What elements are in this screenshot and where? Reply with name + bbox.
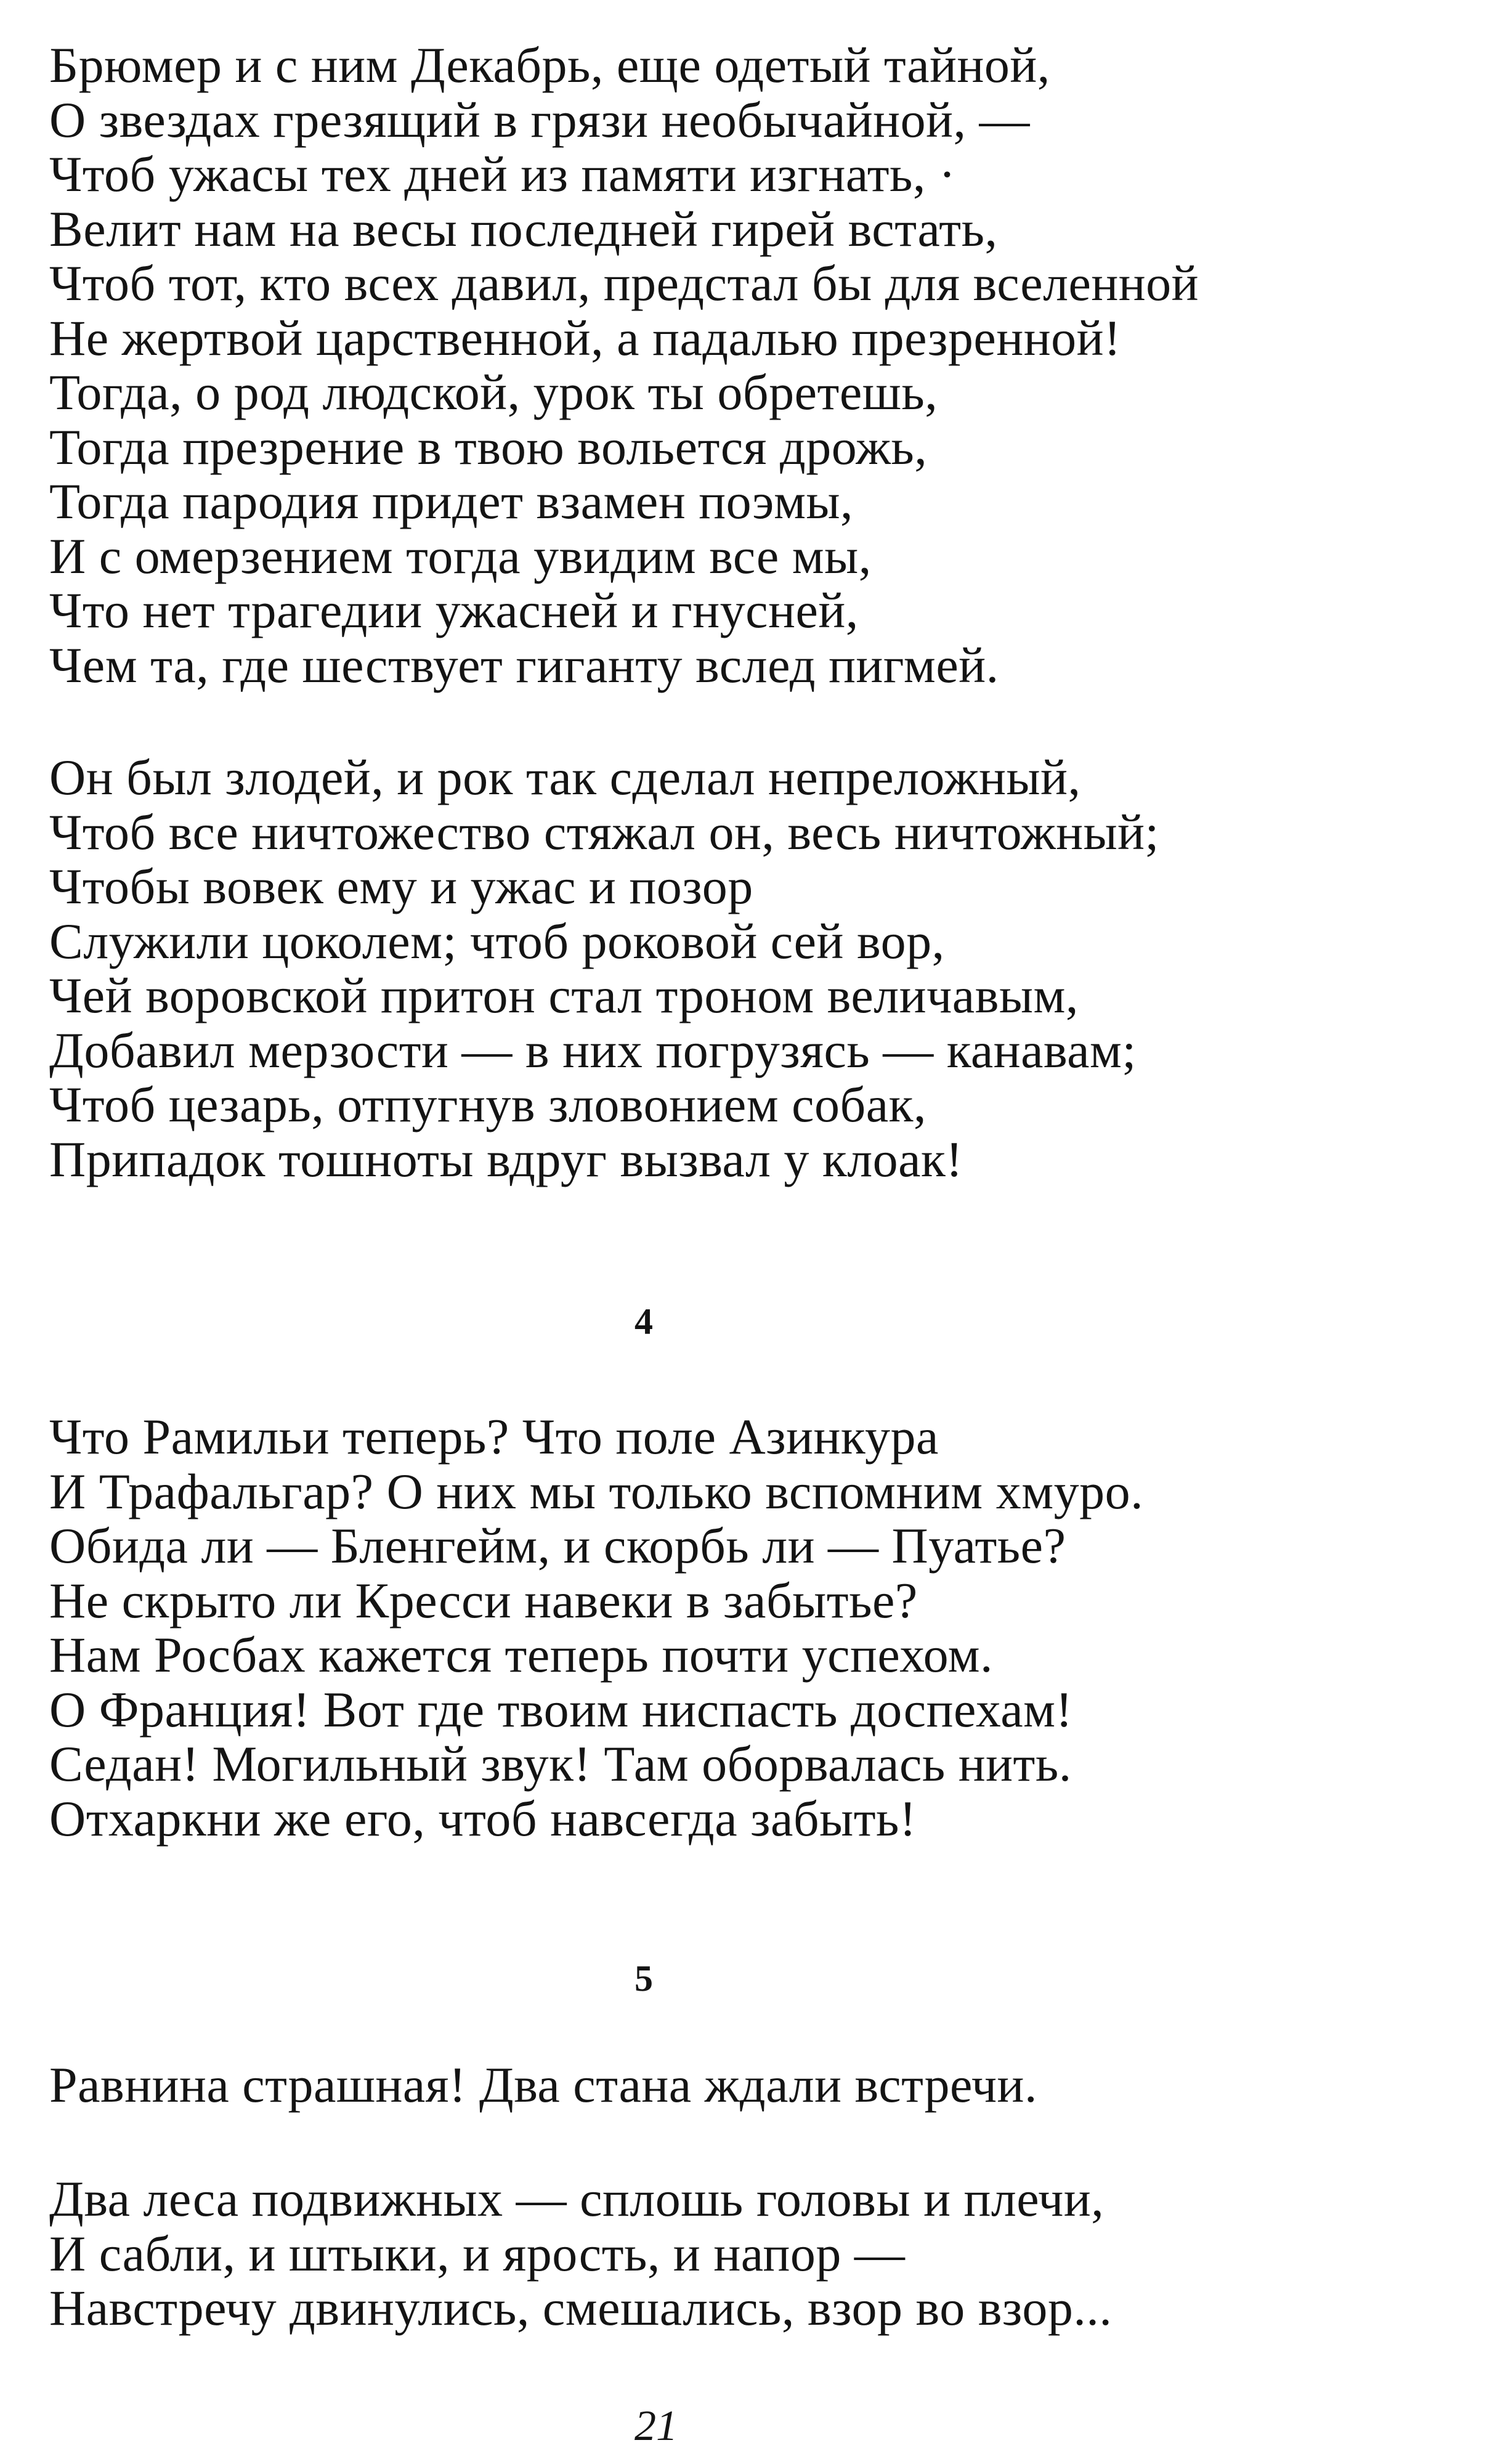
- poem-line: Велит нам на весы последней гирей встать,: [49, 200, 998, 257]
- poem-line: Два леса подвижных — сплошь головы и плечи,: [49, 2171, 1105, 2227]
- poem-line: Чем та, где шествует гиганту вслед пигмей.: [49, 636, 999, 693]
- poem-line: Припадок тошноты вдруг вызвал у клоак!: [49, 1131, 963, 1187]
- poem-line: Служили цоколем; чтоб роковой сей вор,: [49, 913, 945, 969]
- poem-line: Обида ли — Бленгейм, и скорбь ли — Пуатье?: [49, 1518, 1066, 1574]
- poem-line: Нам Росбах кажется теперь почти успехом.: [49, 1627, 993, 1683]
- poem-line: Тогда, о род людской, урок ты обретешь,: [49, 364, 938, 420]
- poem-line: Не жертвой царственной, а падалью презренной!: [49, 309, 1121, 366]
- poem-stanza: [49, 38, 1199, 693]
- poem-line: Чтоб тот, кто всех давил, предстал бы для вселенной: [49, 255, 1199, 311]
- poem-line: Тогда пародия придет взамен поэмы,: [49, 473, 854, 529]
- poem-line: Навстречу двинулись, смешались, взор во взор...: [49, 2280, 1113, 2336]
- poem-line: Тогда презрение в твою вольется дрожь,: [49, 418, 928, 475]
- poem-stanza: [49, 750, 1159, 1187]
- poem-line: Чей воровской притон стал троном величавым,: [49, 967, 1079, 1023]
- poem-stanza: [49, 2172, 1112, 2336]
- section-number: 5: [634, 1958, 653, 1999]
- poem-line: И сабли, и штыки, и ярость, и напор —: [49, 2225, 906, 2282]
- poem-line: О звездах грезящий в грязи необычайной, —: [49, 91, 1031, 148]
- poem-line: Равнина страшная! Два стана ждали встречи.: [49, 2057, 1037, 2113]
- poem-line: И с омерзением тогда увидим все мы,: [49, 527, 872, 584]
- poem-line: Не скрыто ли Кресси навеки в забытье?: [49, 1572, 918, 1628]
- poem-line: Что нет трагедии ужасней и гнусней,: [49, 582, 859, 638]
- poem-line: О Франция! Вот где твоим ниспасть доспехам!: [49, 1681, 1073, 1738]
- poem-stanza: [49, 1410, 1143, 1846]
- poem-line: И Трафальгар? О них мы только вспомним хмуро.: [49, 1463, 1144, 1519]
- poem-line: Чтоб цезарь, отпугнув зловонием собак,: [49, 1076, 926, 1132]
- poem-line: Чтоб все ничтожество стяжал он, весь ничтожный;: [49, 803, 1159, 860]
- poem-line: Он был злодей, и рок так сделал непреложный,: [49, 749, 1081, 805]
- poem-line: Брюмер и с ним Декабрь, еще одетый тайной,: [49, 37, 1050, 93]
- poem-line: Чтобы вовек ему и ужас и позор: [49, 858, 753, 914]
- poem-line: Отхаркни же его, чтоб навсегда забыть!: [49, 1790, 917, 1847]
- poem-line: Что Рамильи теперь? Что поле Азинкура: [49, 1409, 939, 1465]
- poem-stanza: [49, 2058, 1037, 2113]
- poem-line: Добавил мерзости — в них погрузясь — канавам;: [49, 1022, 1137, 1078]
- page-number: 21: [634, 2402, 678, 2450]
- poem-line: Чтоб ужасы тех дней из памяти изгнать, ·: [49, 146, 956, 202]
- section-number: 4: [634, 1301, 653, 1342]
- poem-line: Седан! Могильный звук! Там оборвалась нить.: [49, 1736, 1072, 1792]
